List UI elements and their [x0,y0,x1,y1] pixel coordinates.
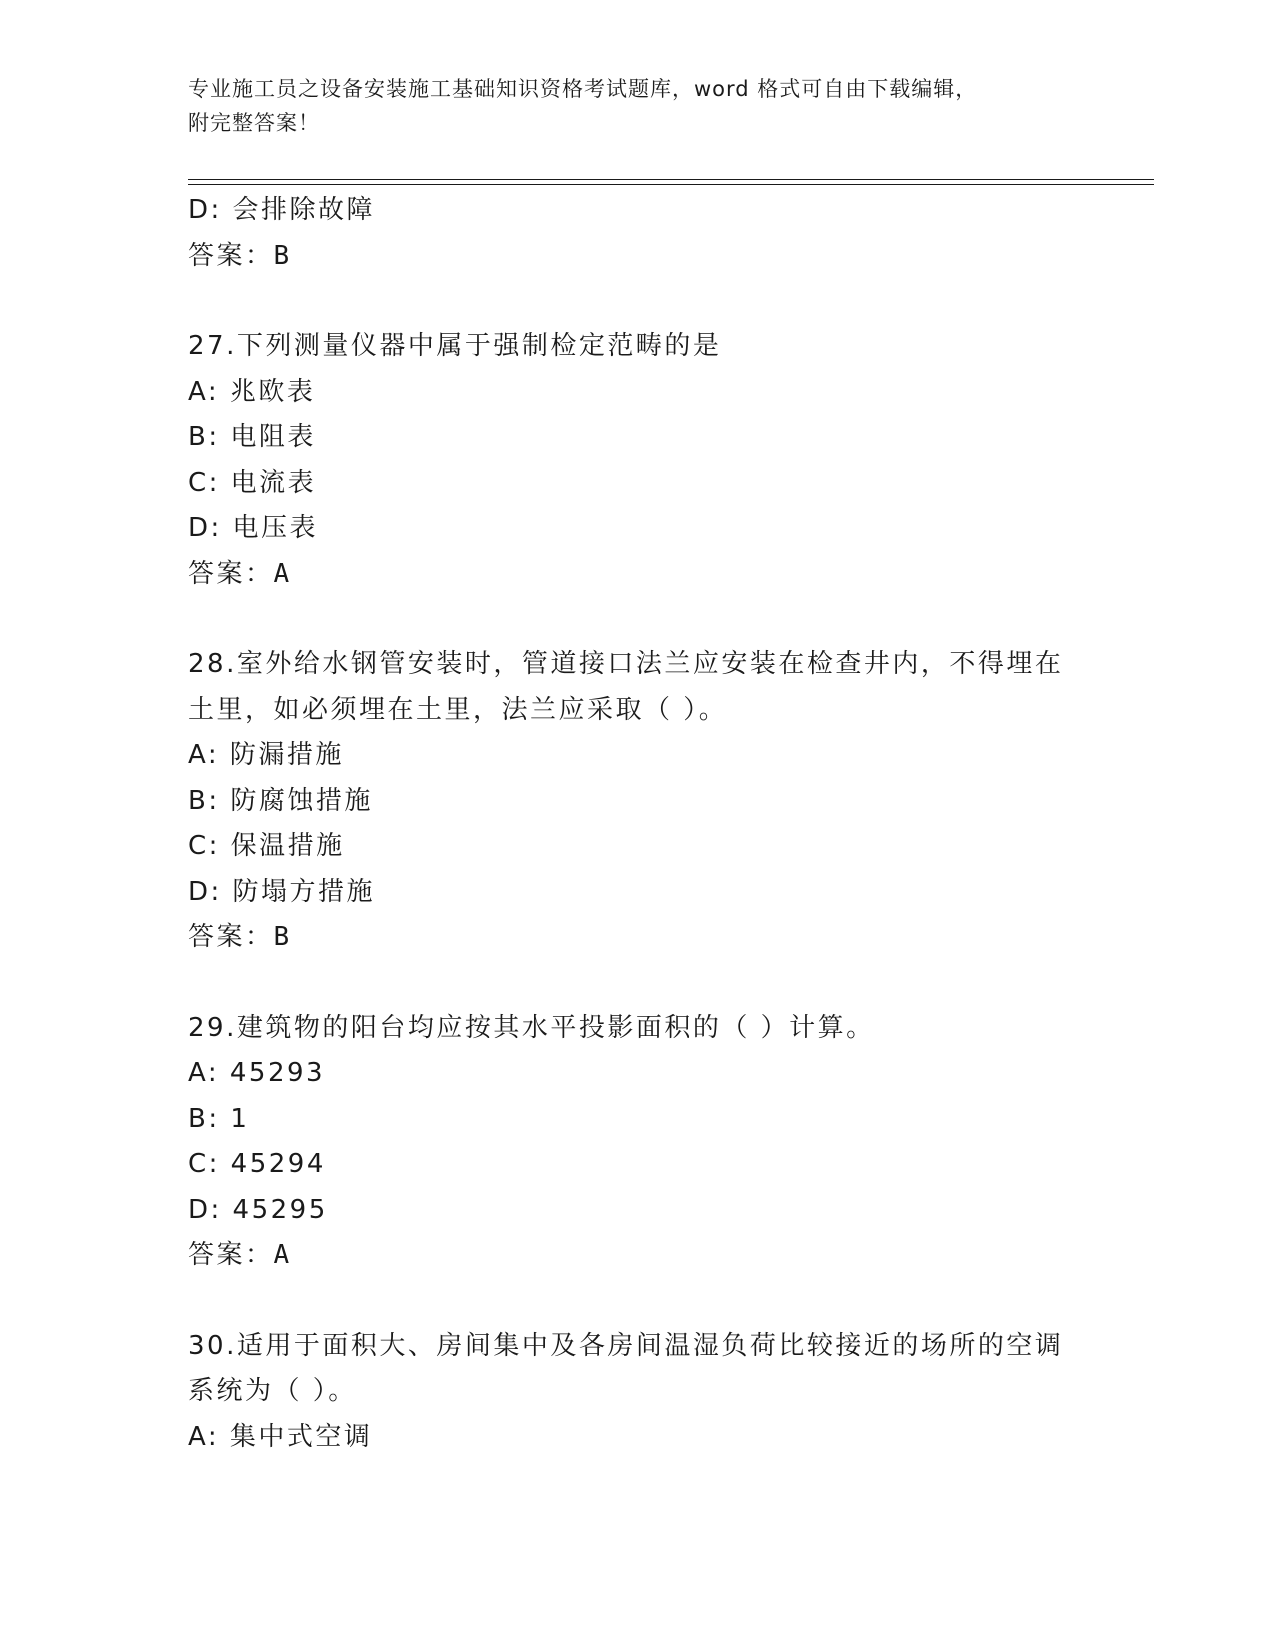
header-divider-top [188,179,1154,180]
document-header [188,72,1088,140]
question-stem [188,1324,1108,1370]
question-number: 27. [188,331,237,361]
question-number: 29. [188,1012,237,1043]
question-number: 30. [188,1330,237,1361]
option-d: D: 电压表 [188,513,319,543]
option-b: B: 1 [188,1103,250,1134]
question-stem-line: 室外给水钢管安装时，管道接口法兰应安装在检查井内，不得埋在 [236,649,1064,679]
answer-label: 答案： [188,922,274,952]
question-stem-continuation: 系统为（ ）。 [188,1376,357,1406]
answer-label: 答案： [188,558,274,589]
header-line-1: 专业施工员之设备安装施工基础知识资格考试题库，word 格式可自由下载编辑， [188,77,978,101]
answer-line [188,1233,1108,1279]
option-d: D: 45295 [188,1194,328,1225]
question-stem-line: 适用于面积大、房间集中及各房间温湿负荷比较接近的场所的空调 [236,1330,1064,1361]
option-a: A: 45293 [188,1058,326,1088]
answer-line [188,234,1108,280]
answer-line [188,552,1108,598]
answer-value: B [273,240,292,271]
option-c: C: 保温措施 [188,831,345,861]
question-list [188,188,1108,1460]
question-number: 28. [188,649,237,679]
option-c: C: 45294 [188,1149,326,1179]
option-d: D: 防塌方措施 [188,876,376,907]
header-divider-bottom [188,184,1154,185]
question-stem-continuation: 土里，如必须埋在土里，法兰应采取（ ）。 [188,694,728,725]
answer-label: 答案： [188,240,274,271]
question-stem-line: 建筑物的阳台均应按其水平投影面积的（ ）计算。 [236,1012,875,1043]
option-b: B: 防腐蚀措施 [188,785,373,816]
question-stem [188,642,1108,688]
option-c: C: 电流表 [188,467,317,498]
question-stem-line: 下列测量仪器中属于强制检定范畴的是 [236,331,722,361]
option-b: B: 电阻表 [188,422,316,452]
question-stem [188,324,1108,370]
answer-label: 答案： [188,1240,274,1270]
answer-value: A [273,558,292,589]
answer-line [188,915,1108,961]
option-a: A: 防漏措施 [188,740,344,770]
option-a: A: 兆欧表 [188,376,316,407]
header-line-2: 附完整答案！ [188,111,320,135]
answer-value: A [273,1240,292,1270]
option-d: D: 会排除故障 [188,195,376,225]
option-a: A: 集中式空调 [188,1421,373,1452]
answer-value: B [273,922,292,952]
question-stem [188,1006,1108,1052]
